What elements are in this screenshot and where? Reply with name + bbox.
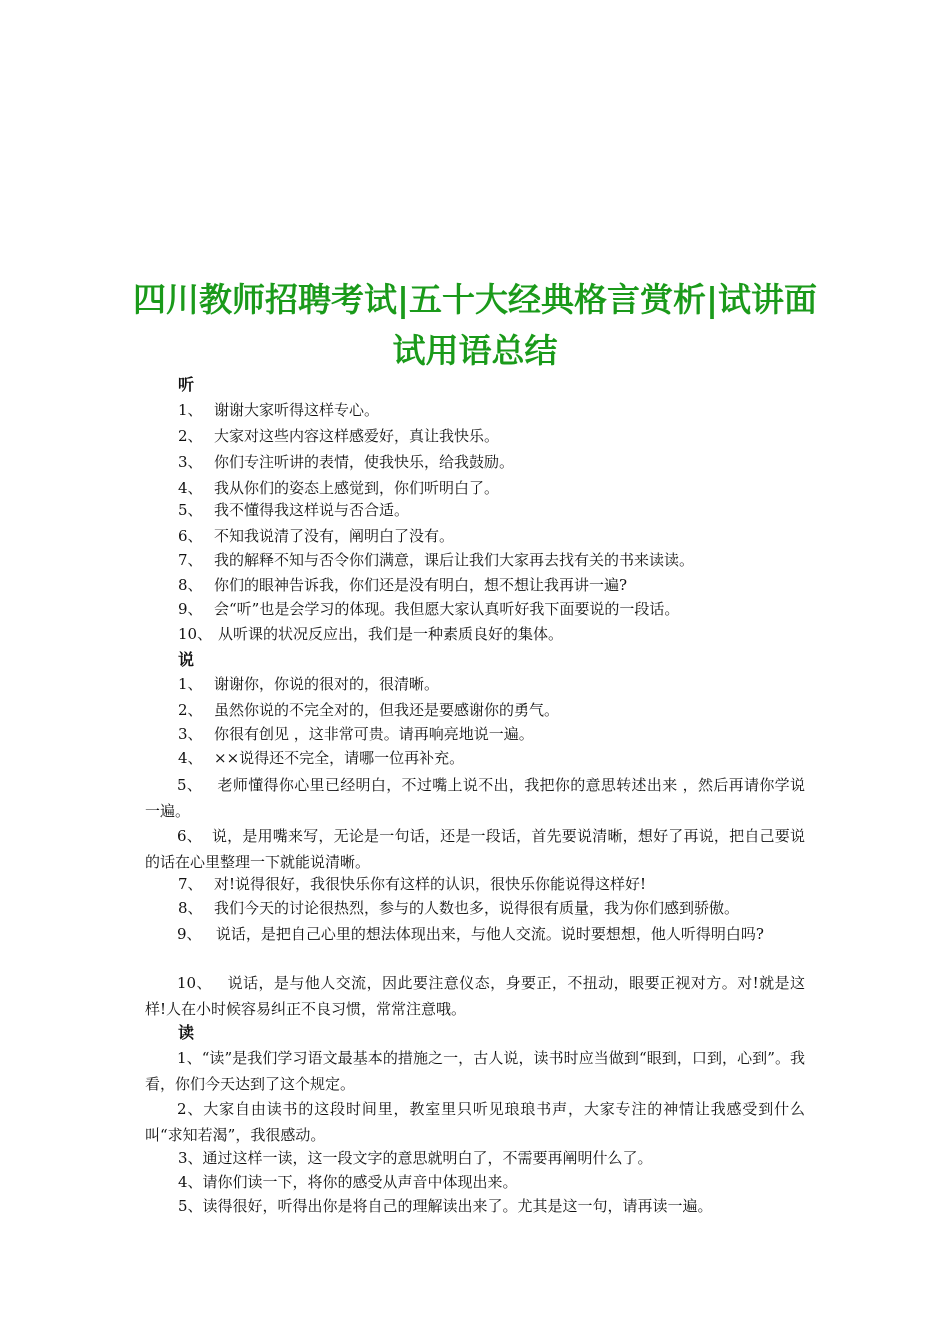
item-number: 7、 <box>178 551 203 569</box>
list-item <box>178 1175 518 1190</box>
item-text: 我们今天的讨论很热烈，参与的人数也多，说得很有质量，我为你们感到骄傲。 <box>214 899 740 917</box>
item-text: “读”是我们学习语文最基本的措施之一，古人说，读书时应当做到“眼到，口到，心到”。我看，你们今天达到了这个规定。 <box>145 1049 806 1093</box>
item-number: 9、 <box>178 600 203 618</box>
item-number: 5、 <box>178 1197 203 1215</box>
item-number: 5、 <box>177 776 203 794</box>
item-text: 我的解释不知与否令你们满意，课后让我们大家再去找有关的书来读读。 <box>214 551 695 569</box>
list-item <box>178 877 646 892</box>
list-item <box>178 429 499 444</box>
list-item <box>178 503 409 518</box>
list-item <box>178 627 563 642</box>
item-text: 读得很好，听得出你是将自己的理解读出来了。尤其是这一句，请再读一遍。 <box>202 1197 713 1215</box>
item-text: 说话，是把自己心里的想法体现出来，与他人交流。说时要想想，他人听得明白吗? <box>215 925 764 943</box>
list-item <box>178 602 679 617</box>
list-item <box>178 455 514 470</box>
section-heading-listen: 听 <box>178 375 195 394</box>
list-item <box>178 529 454 544</box>
item-number: 8、 <box>178 899 203 917</box>
item-number: 5、 <box>178 501 203 519</box>
item-number: 3、 <box>178 1149 203 1167</box>
item-number: 1、 <box>178 675 203 693</box>
list-item <box>178 727 534 742</box>
item-number: 2、 <box>178 701 203 719</box>
list-item <box>178 901 739 916</box>
item-text: 我从你们的姿态上感觉到，你们听明白了。 <box>214 479 500 497</box>
item-text: 请你们读一下，将你的感受从声音中体现出来。 <box>202 1173 518 1191</box>
item-number: 3、 <box>178 453 203 471</box>
item-number: 7、 <box>178 875 203 893</box>
item-number: 4、 <box>178 749 203 767</box>
paragraph-item <box>145 772 805 824</box>
item-number: 10、 <box>177 974 212 992</box>
list-item <box>178 553 694 568</box>
item-text: 你们专注听讲的表情，使我快乐，给我鼓励。 <box>214 453 515 471</box>
paragraph-item <box>145 1096 805 1148</box>
document-title-line-1: 四川教师招聘考试|五十大经典格言赏析|试讲面 <box>132 280 818 319</box>
list-item <box>178 751 464 766</box>
item-number: 4、 <box>178 1173 203 1191</box>
paragraph-item <box>145 921 805 947</box>
item-number: 6、 <box>178 527 203 545</box>
paragraph-item <box>145 823 805 875</box>
item-text: 谢谢你，你说的很对的，很清晰。 <box>214 675 440 693</box>
item-text: 会“听”也是会学习的体现。我但愿大家认真听好我下面要说的一段话。 <box>214 600 680 618</box>
document-title-line-2: 试用语总结 <box>392 331 558 370</box>
item-text: 大家对这些内容这样感爱好，真让我快乐。 <box>214 427 500 445</box>
list-item <box>178 403 379 418</box>
list-item <box>178 481 499 496</box>
list-item <box>178 677 439 692</box>
item-text: 我不懂得我这样说与否合适。 <box>214 501 410 519</box>
list-item <box>178 1199 713 1214</box>
item-text: 说，是用嘴来写，无论是一句话，还是一段话，首先要说清晰，想好了再说，把自己要说的话在心里整理一下就能说清晰。 <box>145 827 805 871</box>
item-number: 1、 <box>178 401 203 419</box>
item-text: 你很有创见 ，这非常可贵。请再响亮地说一遍。 <box>214 725 534 743</box>
item-text: 老师懂得你心里已经明白，不过嘴上说不出，我把你的意思转述出来 ，然后再请你学说一遍。 <box>145 776 805 820</box>
item-number: 9、 <box>177 925 202 943</box>
list-item <box>178 578 627 593</box>
item-text: 你们的眼神告诉我，你们还是没有明白，想不想让我再讲一遍? <box>214 576 628 594</box>
item-number: 6、 <box>177 827 202 845</box>
section-heading-speak: 说 <box>178 650 195 669</box>
item-number: 3、 <box>178 725 203 743</box>
item-text: 从听课的状况反应出，我们是一种素质良好的集体。 <box>218 625 564 643</box>
item-number: 8、 <box>178 576 203 594</box>
item-text: 说话，是与他人交流，因此要注意仪态，身要正，不扭动，眼要正视对方。对!就是这样!人在小时候容易纠正不良习惯，常常注意哦。 <box>145 974 805 1018</box>
paragraph-item <box>145 1045 805 1097</box>
item-text: 不知我说清了没有，阐明白了没有。 <box>214 527 455 545</box>
item-number: 4、 <box>178 479 203 497</box>
section-heading-read: 读 <box>178 1023 195 1042</box>
item-number: 1、 <box>177 1049 202 1067</box>
item-text: 虽然你说的不完全对的，但我还是要感谢你的勇气。 <box>214 701 560 719</box>
item-number: 2、 <box>177 1100 204 1118</box>
item-number: 2、 <box>178 427 203 445</box>
item-number: 10、 <box>178 625 213 643</box>
item-text: 对!说得很好，我很快乐你有这样的认识，很快乐你能说得这样好! <box>214 875 647 893</box>
item-text: ××说得还不完全，请哪一位再补充。 <box>214 749 465 767</box>
list-item <box>178 703 559 718</box>
item-text: 通过这样一读，这一段文字的意思就明白了，不需要再阐明什么了。 <box>202 1149 653 1167</box>
item-text: 谢谢大家听得这样专心。 <box>214 401 380 419</box>
list-item <box>178 1151 653 1166</box>
item-text: 大家自由读书的这段时间里，教室里只听见琅琅书声，大家专注的神情让我感受到什么叫“求知若渴”，我很感动。 <box>145 1100 805 1144</box>
paragraph-item <box>145 970 805 1022</box>
